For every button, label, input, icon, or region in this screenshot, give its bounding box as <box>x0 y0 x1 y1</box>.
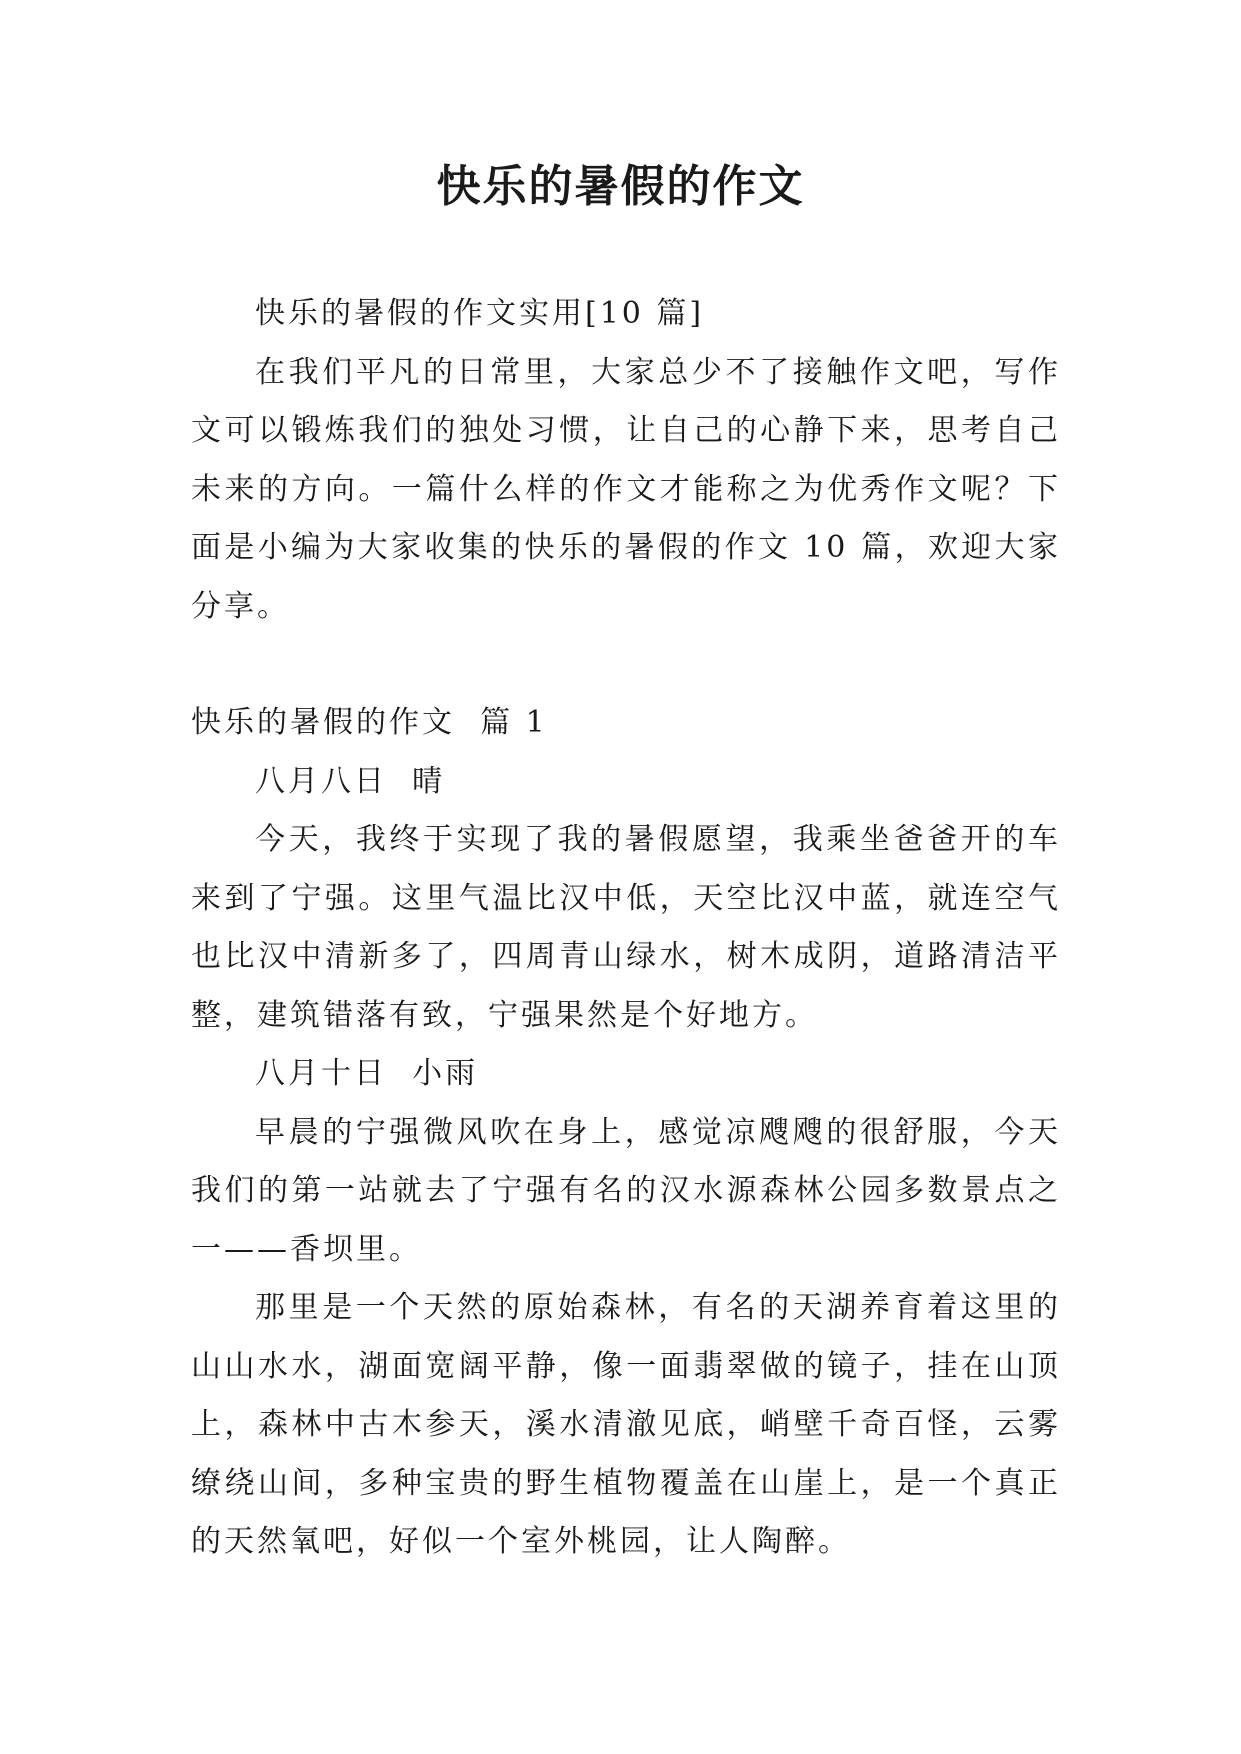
body-paragraph: 今天，我终于实现了我的暑假愿望，我乘坐爸爸开的车来到了宁强。这里气温比汉中低，天空比汉中蓝，就连空气也比汉中清新多了，四周青山绿水，树木成阴，道路清洁平整，建筑错落有致，宁强果然是个好地方。 <box>191 822 1061 1033</box>
body-paragraph: 那里是一个天然的原始森林，有名的天湖养育着这里的山山水水，湖面宽阔平静，像一面翡翠做的镜子，挂在山顶上，森林中古木参天，溪水清澈见底，峭壁千奇百怪，云雾缭绕山间，多种宝贵的野生植物覆盖在山崖上，是一个真正的天然氧吧，好似一个室外桃园，让人陶醉。 <box>191 1290 1061 1559</box>
intro-paragraph: 在我们平凡的日常里，大家总少不了接触作文吧，写作文可以锻炼我们的独处习惯，让自己的心静下来，思考自己未来的方向。一篇什么样的作文才能称之为优秀作文呢？下面是小编为大家收集的快乐的暑假的作文 10 篇，欢迎大家分享。 <box>191 354 1061 624</box>
document-body <box>191 285 1061 1572</box>
document-title: 快乐的暑假的作文 <box>436 161 805 212</box>
subtitle-line: 快乐的暑假的作文实用[10 篇] <box>255 296 705 331</box>
section-heading: 快乐的暑假的作文 篇 1 <box>191 705 548 740</box>
diary-date: 八月八日 晴 <box>255 763 446 799</box>
body-paragraph: 早晨的宁强微风吹在身上，感觉凉飕飕的很舒服，今天我们的第一站就去了宁强有名的汉水源森林公园多数景点之一——香坝里。 <box>191 1114 1061 1267</box>
diary-date: 八月十日 小雨 <box>255 1056 479 1091</box>
